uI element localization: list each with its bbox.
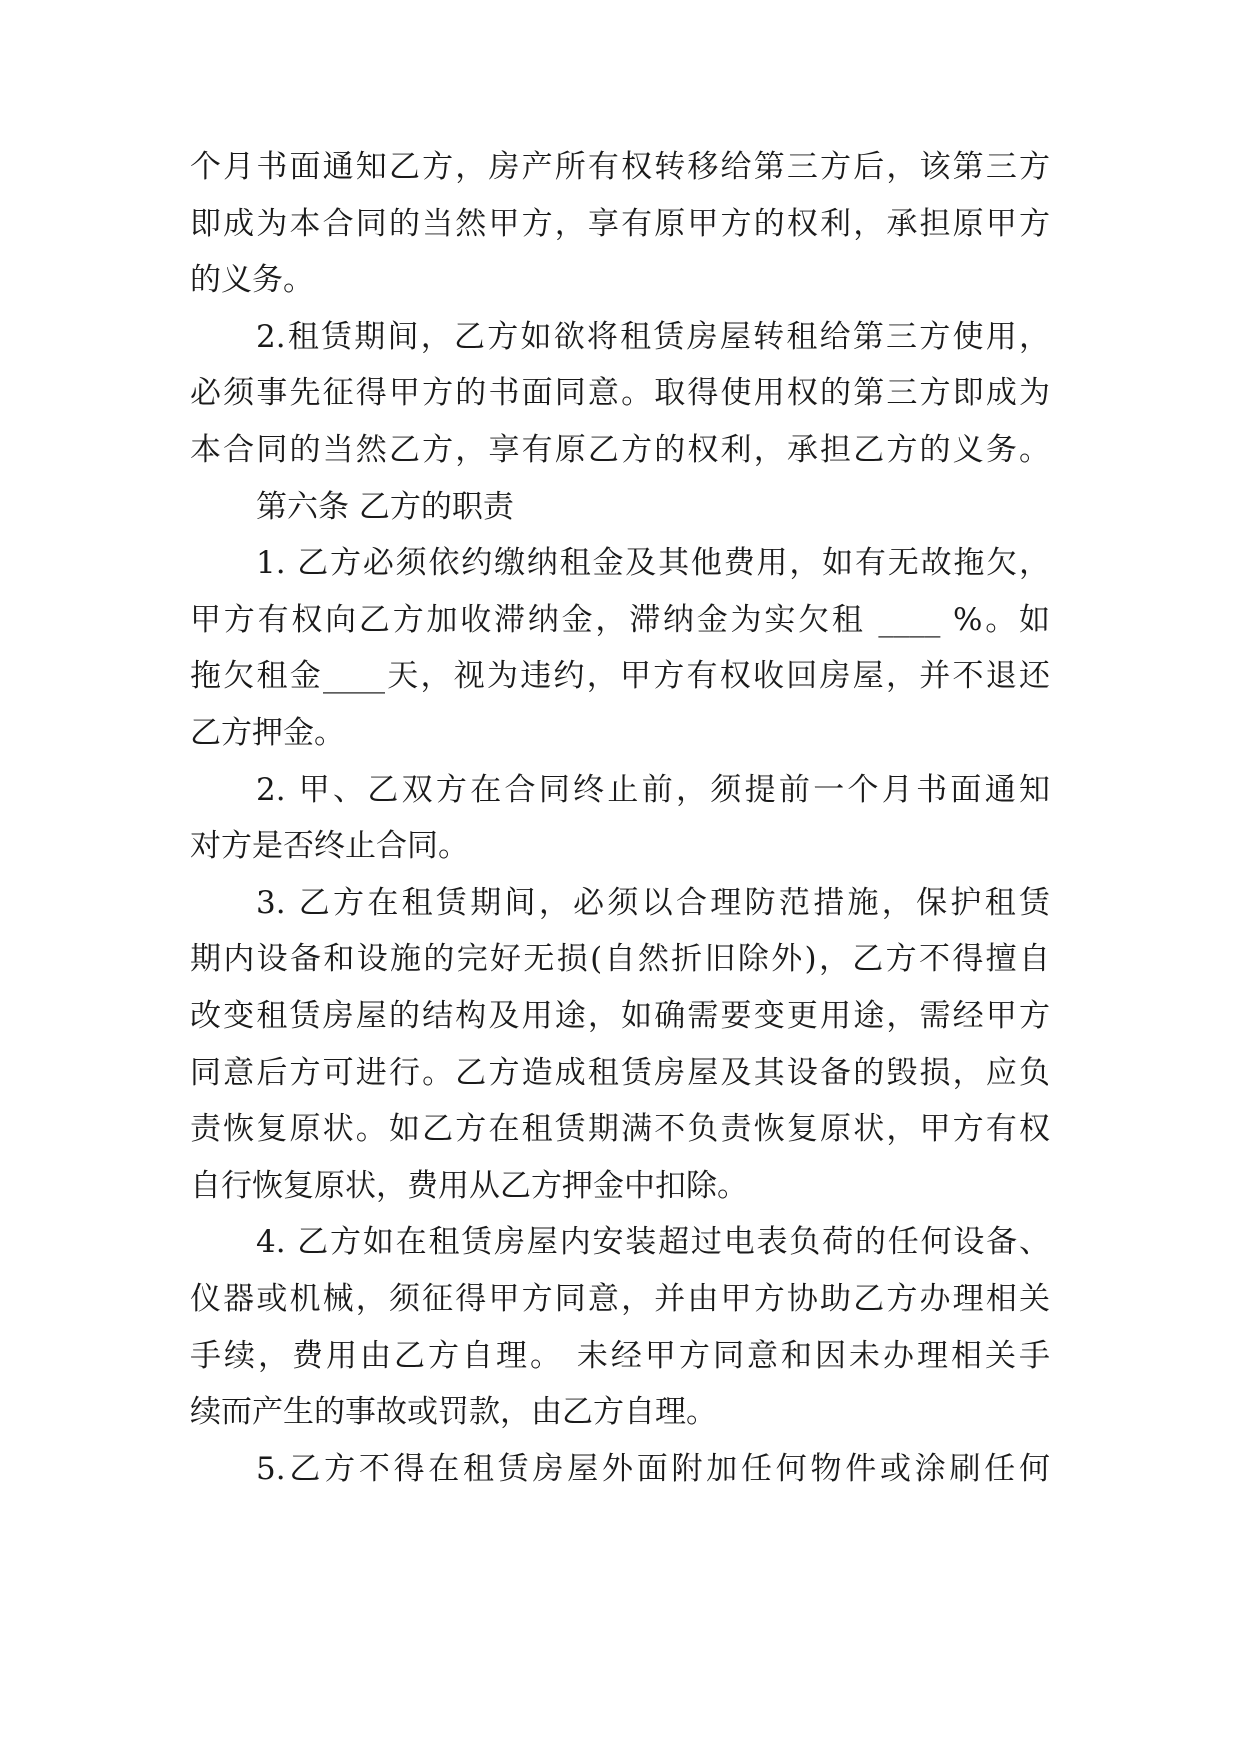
- text-line: 本合同的当然乙方，享有原乙方的权利，承担乙方的义务。: [190, 432, 1050, 468]
- text-line: 即成为本合同的当然甲方，享有原甲方的权利，承担原甲方: [190, 206, 1050, 242]
- text-line: 仪器或机械，须征得甲方同意，并由甲方协助乙方办理相关: [190, 1281, 1050, 1317]
- text-line: 5.乙方不得在租赁房屋外面附加任何物件或涂刷任何: [256, 1451, 1050, 1487]
- text-line: 续而产生的事故或罚款，由乙方自理。: [190, 1394, 717, 1430]
- text-line: 拖欠租金____天，视为违约，甲方有权收回房屋，并不退还: [190, 658, 1050, 694]
- text-line: 必须事先征得甲方的书面同意。取得使用权的第三方即成为: [190, 375, 1050, 411]
- text-line: 改变租赁房屋的结构及用途，如确需要变更用途，需经甲方: [190, 998, 1050, 1034]
- text-line: 手续，费用由乙方自理。 未经甲方同意和因未办理相关手: [190, 1338, 1050, 1374]
- text-line: 4. 乙方如在租赁房屋内安装超过电表负荷的任何设备、: [256, 1224, 1050, 1260]
- text-line: 甲方有权向乙方加收滞纳金，滞纳金为实欠租 ____ %。如: [190, 602, 1050, 638]
- text-line: 的义务。: [190, 262, 314, 298]
- text-line: 自行恢复原状，费用从乙方押金中扣除。: [190, 1168, 748, 1204]
- text-line: 2. 甲、乙双方在合同终止前，须提前一个月书面通知: [256, 772, 1050, 808]
- text-line: 1. 乙方必须依约缴纳租金及其他费用，如有无故拖欠，: [256, 545, 1050, 581]
- text-line: 对方是否终止合同。: [190, 828, 469, 864]
- text-line: 乙方押金。: [190, 715, 345, 751]
- text-line: 个月书面通知乙方，房产所有权转移给第三方后，该第三方: [190, 149, 1050, 185]
- text-line: 期内设备和设施的完好无损(自然折旧除外)，乙方不得擅自: [190, 941, 1050, 977]
- text-line: 2.租赁期间，乙方如欲将租赁房屋转租给第三方使用，: [256, 319, 1050, 355]
- section-heading: 第六条 乙方的职责: [256, 489, 514, 525]
- text-line: 同意后方可进行。乙方造成租赁房屋及其设备的毁损，应负: [190, 1055, 1050, 1091]
- text-line: 3. 乙方在租赁期间，必须以合理防范措施，保护租赁: [256, 885, 1050, 921]
- text-line: 责恢复原状。如乙方在租赁期满不负责恢复原状，甲方有权: [190, 1111, 1050, 1147]
